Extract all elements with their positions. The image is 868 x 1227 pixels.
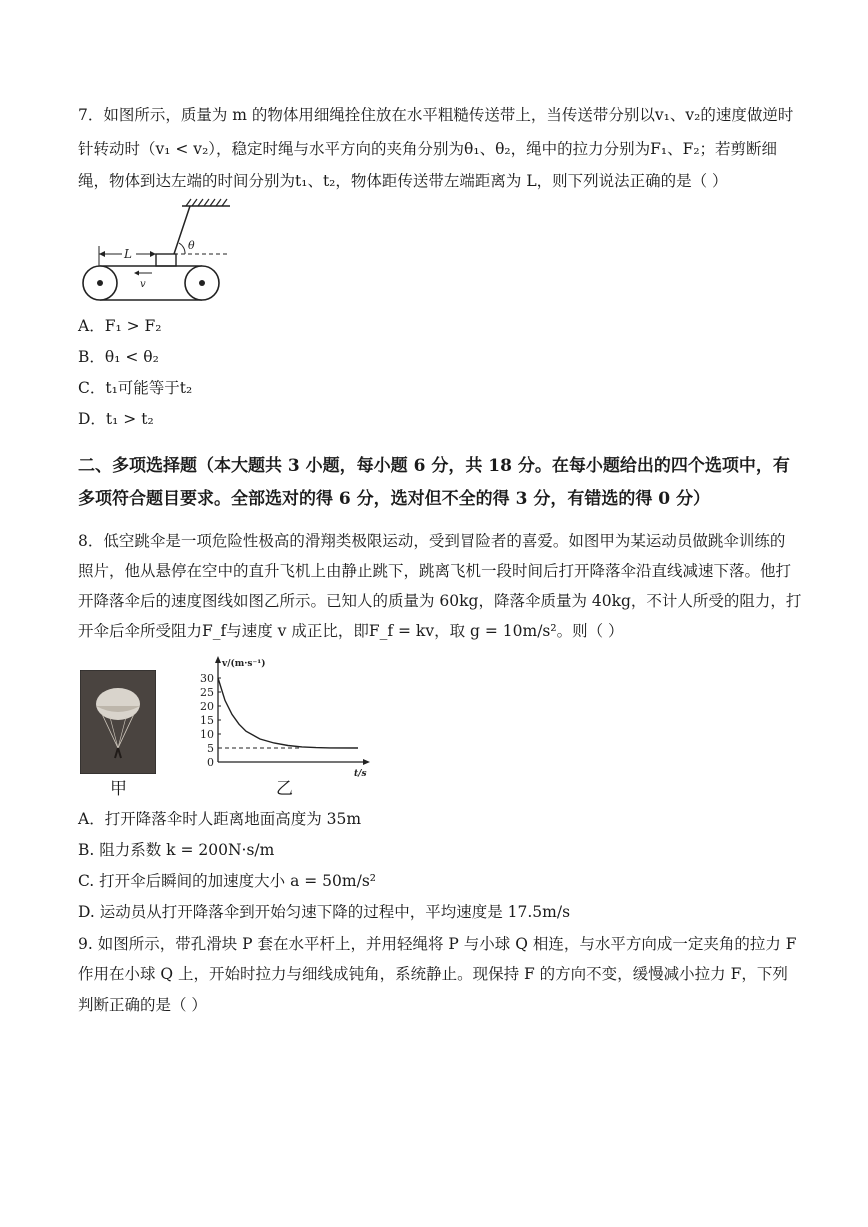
section-2-heading-line-2: 多项符合题目要求。全部选对的得 6 分，选对但不全的得 3 分，有错选的得 0 分） (78, 489, 710, 509)
y-tick-label: 0 (207, 756, 214, 769)
q7-option-b: B．θ₁ < θ₂ (78, 348, 159, 366)
q8-line-2: 照片，他从悬停在空中的直升飞机上由静止跳下，跳离飞机一段时间后打开降落伞沿直线减速下落。他打 (78, 562, 792, 580)
y-tick-label: 20 (200, 700, 214, 713)
y-tick-label: 25 (200, 686, 214, 699)
q7-line-2: 针转动时（v₁ < v₂），稳定时绳与水平方向的夹角分别为θ₁、θ₂，绳中的拉力分别为F₁、F₂；若剪断细 (78, 140, 778, 158)
q8-option-b: B. 阻力系数 k = 200N·s/m (78, 841, 275, 859)
y-tick-label: 30 (200, 672, 214, 685)
x-axis-label: t/s (354, 769, 367, 779)
q8-line-3: 开降落伞后的速度图线如图乙所示。已知人的质量为 60kg，降落伞质量为 40kg，不计人所受的阻力，打 (78, 592, 802, 610)
y-tick-label: 15 (200, 714, 214, 727)
conveyor-belt-figure (78, 196, 238, 306)
q8-option-d: D. 运动员从打开降落伞到开始匀速下降的过程中，平均速度是 17.5m/s (78, 903, 571, 921)
q7-line-3: 绳，物体到达左端的时间分别为t₁、t₂，物体距传送带左端距离为 L，则下列说法正确的是（ ） (78, 172, 728, 190)
q9-line-1: 9. 如图所示，带孔滑块 P 套在水平杆上，并用轻绳将 P 与小球 Q 相连，与水平方向成一定夹角的拉力 F (78, 935, 797, 953)
q7-option-a: A．F₁ > F₂ (78, 317, 162, 335)
q8-option-a: A．打开降落伞时人距离地面高度为 35m (78, 810, 362, 828)
q7-option-c: C．t₁可能等于t₂ (78, 379, 193, 397)
y-axis-arrow (215, 656, 221, 663)
v-label: v (140, 279, 146, 290)
y-axis-label: v/(m·s⁻¹) (222, 659, 266, 669)
figure-jia-caption: 甲 (110, 779, 127, 799)
q8-option-c: C. 打开伞后瞬间的加速度大小 a = 50m/s² (78, 872, 376, 890)
parachute-photo (80, 670, 156, 774)
velocity-time-chart (196, 652, 376, 780)
q8-line-4: 开伞后伞所受阻力F_f与速度 v 成正比，即F_f = kv，取 g = 10m/s²。则（ ） (78, 622, 624, 640)
q9-line-3: 判断正确的是（ ） (78, 996, 207, 1014)
y-tick-label: 5 (207, 742, 214, 755)
q7-line-1: 7．如图所示，质量为 m 的物体用细绳拴住放在水平粗糙传送带上，当传送带分别以v₁、v₂的速度做逆时 (78, 106, 794, 124)
y-tick-label: 10 (200, 728, 214, 741)
q8-line-1: 8．低空跳伞是一项危险性极高的滑翔类极限运动，受到冒险者的喜爱。如图甲为某运动员做跳伞训练的 (78, 532, 786, 550)
q9-line-2: 作用在小球 Q 上，开始时拉力与细线成钝角，系统静止。现保持 F 的方向不变，缓慢减小拉力 F，下列 (78, 965, 788, 983)
velocity-curve (218, 678, 358, 748)
figure-yi-caption: 乙 (276, 779, 293, 799)
q7-option-d: D．t₁ > t₂ (78, 410, 154, 428)
section-2-heading-line-1: 二、多项选择题（本大题共 3 小题，每小题 6 分，共 18 分。在每小题给出的四个选项中，有 (78, 456, 790, 476)
L-label: L (124, 247, 132, 261)
x-axis-arrow (363, 759, 370, 765)
theta-label: θ (188, 239, 195, 252)
